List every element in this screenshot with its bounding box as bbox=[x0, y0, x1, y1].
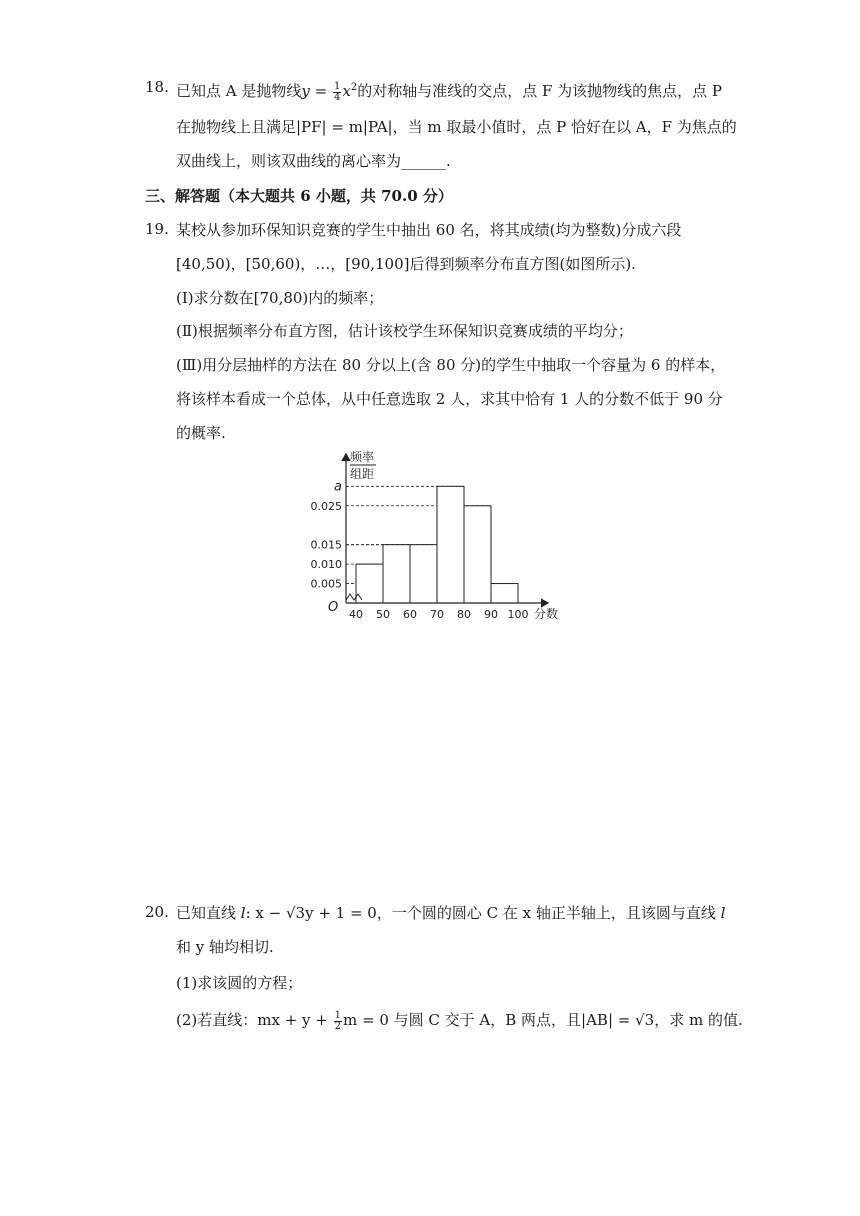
histogram-bar bbox=[383, 545, 410, 603]
q20-part-1: (1)求该圆的方程； bbox=[176, 974, 303, 992]
x-tick-label: 50 bbox=[376, 608, 390, 621]
x-tick-label: 90 bbox=[484, 608, 498, 621]
q20-line-1 bbox=[176, 903, 725, 923]
x-axis-label: 分数 bbox=[534, 607, 559, 621]
y-tick-label: 0.005 bbox=[310, 577, 342, 591]
q18-line-2: 在抛物线上且满足|PF| = m|PA|，当 m 取最小值时，点 P 恰好在以 A，F 为焦点的 bbox=[176, 118, 737, 136]
q20-part-2 bbox=[176, 1010, 743, 1032]
q20-fraction: $\frac{1}{2}$ bbox=[334, 1009, 341, 1032]
y-tick-label: 0.025 bbox=[310, 499, 342, 513]
q18-line-1 bbox=[176, 78, 722, 103]
q20-line-2: 和 y 轴均相切. bbox=[176, 938, 274, 956]
q20-line-symbol-2: l bbox=[720, 904, 726, 922]
q19-part-3-line-3: 的概率. bbox=[176, 424, 226, 442]
q18-text-a: 已知点 A 是抛物线 bbox=[176, 82, 302, 100]
q18-fraction: $\frac{1}{4}$ bbox=[333, 80, 341, 103]
q20-part-2-text-a: (2)若直线：mx + y + bbox=[176, 1011, 333, 1029]
y-tick-label: 0.010 bbox=[310, 558, 342, 572]
q20-part-2-text-b: m = 0 与圆 C 交于 A，B 两点，且|AB| = √3，求 m 的值. bbox=[343, 1011, 743, 1029]
q18-x: x bbox=[342, 82, 351, 100]
q19-part-2: (Ⅱ)根据频率分布直方图，估计该校学生环保知识竞赛成绩的平均分； bbox=[176, 322, 633, 340]
q19-line-1: 某校从参加环保知识竞赛的学生中抽出 60 名，将其成绩(均为整数)分成六段 bbox=[176, 221, 682, 239]
histogram-bar bbox=[410, 545, 437, 603]
y-tick-label: 0.015 bbox=[310, 538, 342, 552]
histogram-svg bbox=[296, 448, 576, 628]
x-tick-label: 100 bbox=[507, 608, 529, 621]
y-label-bottom: 组距 bbox=[350, 467, 375, 481]
x-tick-label: 60 bbox=[403, 608, 417, 621]
q19-part-3-line-1: (Ⅲ)用分层抽样的方法在 80 分以上(含 80 分)的学生中抽取一个容量为 6 的样本， bbox=[176, 356, 726, 374]
x-tick-label: 70 bbox=[430, 608, 444, 621]
q19-part-1: (Ⅰ)求分数在[70,80)内的频率； bbox=[176, 289, 384, 307]
q18-line-3: 双曲线上，则该双曲线的离心率为______. bbox=[176, 152, 451, 170]
origin-label: O bbox=[328, 600, 339, 615]
y-label-top: 频率 bbox=[350, 450, 375, 464]
q18-exponent: 2 bbox=[350, 82, 358, 93]
x-tick-label: 40 bbox=[349, 608, 363, 621]
x-tick-label: 80 bbox=[457, 608, 471, 621]
q19-number: 19. bbox=[145, 220, 169, 238]
y-tick-label: a bbox=[334, 479, 342, 495]
histogram-bar bbox=[437, 486, 464, 603]
q20-text-b: : x − √3y + 1 = 0，一个圆的圆心 C 在 x 轴正半轴上，且该圆与直线 bbox=[245, 904, 721, 922]
q20-text-a: 已知直线 bbox=[176, 904, 241, 922]
q20-number: 20. bbox=[145, 903, 169, 921]
histogram-bar bbox=[464, 506, 491, 603]
q19-part-3-line-2: 将该样本看成一个总体，从中任意选取 2 人，求其中恰有 1 人的分数不低于 90 分 bbox=[176, 390, 723, 408]
q18-text-b: 的对称轴与准线的交点，点 F 为该抛物线的焦点，点 P bbox=[357, 82, 722, 100]
section-heading: 三、解答题（本大题共 6 小题，共 70.0 分） bbox=[145, 187, 453, 205]
histogram-bar bbox=[491, 584, 518, 603]
q19-line-2: [40,50)，[50,60)，…，[90,100]后得到频率分布直方图(如图所示). bbox=[176, 255, 636, 273]
q18-number: 18. bbox=[145, 78, 169, 96]
q20-line-symbol: l bbox=[240, 904, 246, 922]
frequency-histogram bbox=[296, 448, 576, 628]
q18-y-eq: y = bbox=[301, 82, 332, 100]
